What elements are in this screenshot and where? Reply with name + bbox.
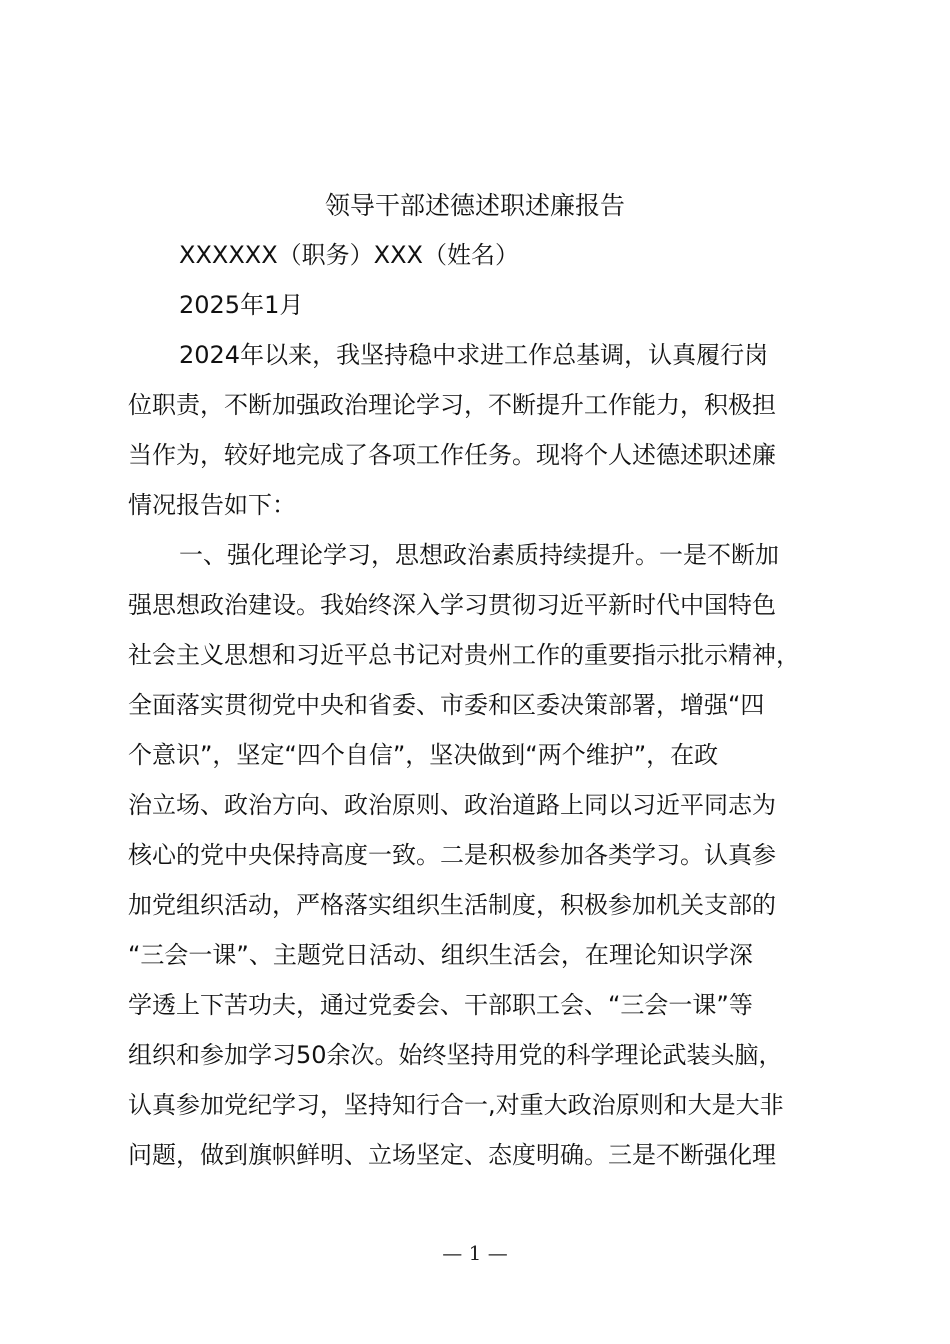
body-line: 位职责，不断加强政治理论学习，不断提升工作能力，积极担 [128, 391, 776, 419]
document-title: 领导干部述德述职述廉报告 [324, 191, 625, 220]
body-line: 2024年以来，我坚持稳中求进工作总基调，认真履行岗 [179, 341, 769, 369]
body-line: 当作为，较好地完成了各项工作任务。现将个人述德述职述廉 [128, 441, 776, 469]
body-line: 全面落实贯彻党中央和省委、市委和区委决策部署，增强“四 [128, 691, 765, 719]
body-line: 学透上下苦功夫，通过党委会、干部职工会、“三会一课”等 [128, 991, 753, 1019]
body-line: “三会一课”、主题党日活动、组织生活会，在理论知识学深 [128, 941, 753, 969]
body-line: 组织和参加学习50余次。始终坚持用党的科学理论武装头脑， [128, 1041, 783, 1069]
body-line: 情况报告如下： [128, 491, 296, 519]
page-number: — 1 — [442, 1241, 508, 1265]
body-line: 一、强化理论学习，思想政治素质持续提升。一是不断加 [179, 541, 779, 569]
body-line: 核心的党中央保持高度一致。二是积极参加各类学习。认真参 [128, 841, 776, 869]
body-line: 治立场、政治方向、政治原则、政治道路上同以习近平同志为 [128, 791, 776, 819]
body-line: 强思想政治建设。我始终深入学习贯彻习近平新时代中国特色 [128, 591, 776, 619]
body-line: 认真参加党纪学习，坚持知行合一,对重大政治原则和大是大非 [128, 1091, 784, 1119]
body-line: 个意识”，坚定“四个自信”，坚决做到“两个维护”，在政 [128, 741, 719, 769]
body-line: 社会主义思想和习近平总书记对贵州工作的重要指示批示精神， [128, 641, 800, 669]
body-line: 问题，做到旗帜鲜明、立场坚定、态度明确。三是不断强化理 [128, 1141, 776, 1169]
body-line: 加党组织活动，严格落实组织生活制度，积极参加机关支部的 [128, 891, 776, 919]
author-line: XXXXXX（职务）XXX（姓名） [179, 241, 519, 269]
date-line: 2025年1月 [179, 291, 304, 319]
